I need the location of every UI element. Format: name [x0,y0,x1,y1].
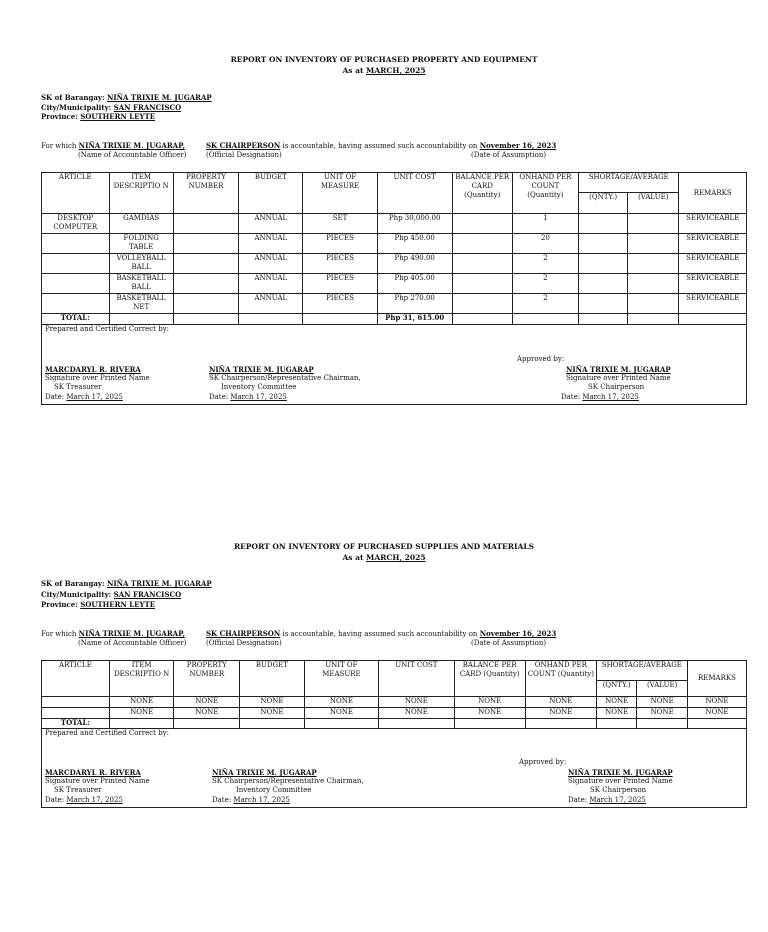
approved-label: Approved by: [517,355,565,363]
cell-property [173,234,238,254]
sk-value: NIÑA TRIXIE M. JUGARAP [106,93,212,102]
header-budget: BUDGET [240,661,305,697]
cell-cost: Php 450.00 [377,234,452,254]
header-value: (VALUE) [637,681,687,697]
cell-unit: PIECES [303,274,377,294]
signer-caption: Signature over Printed Name [45,777,150,786]
signature-treasurer [45,365,150,402]
cell-budget: NONE [240,697,305,708]
province-value: SOUTHERN LEYTE [80,600,156,609]
cell-item: NONE [109,697,174,708]
cell-article [42,274,110,294]
signer-role: SK Chairperson [590,786,647,795]
report2-city-line [41,591,181,600]
table-row [42,234,747,254]
report2-designation-line [206,629,556,638]
header-shortage: SHORTAGE/AVERAGE [596,661,687,681]
cell-cost: Php 490.00 [377,254,452,274]
city-value: SAN FRANCISCO [113,102,182,112]
signer-role: SK Chairperson/Representative Chairman, [209,374,361,383]
designation-caption: (Official Designation) [206,151,282,159]
city-label: City/Municipality: [41,102,112,112]
cell-balance [452,234,512,254]
header-unit-measure: UNIT OF MEASURE [304,661,378,697]
signer-caption: Signature over Printed Name [566,374,671,383]
prepared-label: Prepared and Certified Correct by: [45,729,170,737]
sk-label: SK of Barangay: [41,93,105,102]
signature-committee [212,768,364,805]
approved-label: Approved by: [519,758,567,766]
report2-as-at [0,553,768,562]
signer-caption: Signature over Printed Name [45,374,150,383]
signer-date: Date: March 17, 2025 [212,795,290,804]
signer-name: MARCDARYL R. RIVERA [45,365,141,374]
table-row [42,697,747,708]
cell-item: BASKETBALL NET [109,294,173,314]
cell-cost: NONE [379,697,455,708]
assumption-date: November 16, 2023 [479,141,557,150]
cell-remarks: SERVICEABLE [679,234,747,254]
cell-remarks: SERVICEABLE [679,254,747,274]
cell-budget: ANNUAL [239,294,303,314]
city-value: SAN FRANCISCO [113,589,182,599]
designation-caption: (Official Designation) [206,639,282,647]
header-article: ARTICLE [42,173,110,214]
signer-role: SK Chairperson/Representative Chairman, [212,777,364,786]
cell-unit: NONE [304,697,378,708]
report2-for-which [41,629,185,638]
signer-date: Date: March 17, 2025 [561,392,639,401]
province-label: Province: [41,112,78,121]
total-label: TOTAL: [42,314,110,325]
total-value: Php 31, 615.00 [377,314,452,325]
cell-article [42,294,110,314]
as-at-label: As at [342,553,364,562]
date-caption: (Date of Assumption) [471,639,547,647]
cell-property [173,294,238,314]
cell-cost: NONE [379,708,455,719]
assumption-date: November 16, 2023 [479,629,557,638]
table-row [42,214,747,234]
header-onhand: ONHAND PER COUNT (Quantity) [525,661,596,697]
cell-qnty [579,294,628,314]
cell-budget: NONE [240,708,305,719]
signer-role: SK Treasurer [54,383,102,392]
table-row [42,294,747,314]
cell-cost: Php 30,000.00 [377,214,452,234]
report1-province-line [41,113,155,122]
report2-province-line [41,601,155,610]
cell-property: NONE [174,697,240,708]
cell-value [628,214,679,234]
cell-balance [452,274,512,294]
cell-property [173,274,238,294]
cell-qnty: NONE [596,697,637,708]
designation: SK CHAIRPERSON [206,141,281,150]
total-label: TOTAL: [42,719,110,729]
signer-date: Date: March 17, 2025 [45,392,123,401]
cell-item: BASKETBALL BALL [109,274,173,294]
header-unit-measure: UNIT OF MEASURE [303,173,377,214]
report1-designation-line [206,141,556,150]
cell-balance: NONE [454,697,525,708]
cell-item: NONE [109,708,174,719]
cell-qnty [579,274,628,294]
header-balance: BALANCE PER CARD (Quantity) [454,661,525,697]
cell-budget: ANNUAL [239,274,303,294]
total-row [42,719,747,729]
cell-balance [452,214,512,234]
header-article: ARTICLE [42,661,110,697]
header-unit-cost: UNIT COST [379,661,455,697]
cell-article: DESKTOP COMPUTER [42,214,110,234]
signer-date: Date: March 17, 2025 [209,392,287,401]
header-shortage: SHORTAGE/AVERAGE [579,173,679,193]
as-at-date: MARCH, 2025 [366,553,426,562]
report1-table [41,172,747,325]
header-value: (VALUE) [628,193,679,214]
signer-date: Date: March 17, 2025 [568,795,646,804]
cell-article [42,697,110,708]
cell-budget: ANNUAL [239,214,303,234]
cell-budget: ANNUAL [239,234,303,254]
header-remarks: REMARKS [679,173,747,214]
signer-name: NIÑA TRIXIE M. JUGARAP [568,768,673,777]
cell-value [628,234,679,254]
signature-chairperson [561,365,671,402]
officer-name: NIÑA TRIXIE M. JUGARAP, [78,629,185,638]
cell-value: NONE [637,697,687,708]
province-value: SOUTHERN LEYTE [80,112,156,121]
header-qnty: (QNTY.) [579,193,628,214]
cell-property: NONE [174,708,240,719]
cell-article [42,234,110,254]
cell-cost: Php 405.00 [377,274,452,294]
signer-role: Inventory Committee [236,786,312,795]
for-which-label: For which [41,142,77,150]
report2-title: REPORT ON INVENTORY OF PURCHASED SUPPLIES AND MATERIALS [233,542,535,551]
accountable-text: is accountable, having assumed such accountability on [282,630,478,638]
header-qnty: (QNTY.) [596,681,637,697]
signer-caption: Signature over Printed Name [568,777,673,786]
cell-qnty [579,254,628,274]
cell-remarks: SERVICEABLE [679,294,747,314]
as-at-date: MARCH, 2025 [366,66,426,75]
total-row [42,314,747,325]
signer-name: NIÑA TRIXIE M. JUGARAP [212,768,317,777]
cell-qnty [579,234,628,254]
header-remarks: REMARKS [687,661,746,697]
sk-value: NIÑA TRIXIE M. JUGARAP [106,579,212,588]
cell-property [173,214,238,234]
officer-caption: (Name of Accountable Officer) [78,639,187,647]
header-item-description: ITEM DESCRIPTIO N [109,173,173,214]
header-balance: BALANCE PER CARD (Quantity) [452,173,512,214]
cell-balance: NONE [454,708,525,719]
cell-budget: ANNUAL [239,254,303,274]
cell-unit: PIECES [303,234,377,254]
report1-sk-line [41,94,212,103]
cell-article [42,708,110,719]
header-property-number: PROPERTY NUMBER [173,173,238,214]
header-onhand: ONHAND PER COUNT (Quantity) [512,173,578,214]
signer-role: SK Treasurer [54,786,102,795]
cell-item: VOLLEYBALL BALL [109,254,173,274]
cell-onhand: 2 [512,294,578,314]
signer-date: Date: March 17, 2025 [45,795,123,804]
signature-chairperson [568,768,673,805]
cell-remarks: NONE [687,697,746,708]
cell-value: NONE [637,708,687,719]
signature-committee [209,365,361,402]
signature-treasurer [45,768,150,805]
report1-city-line [41,104,181,113]
cell-value [628,254,679,274]
report1-title: REPORT ON INVENTORY OF PURCHASED PROPERTY AND EQUIPMENT [230,55,538,64]
cell-article [42,254,110,274]
accountable-text: is accountable, having assumed such accountability on [282,142,478,150]
table-row [42,274,747,294]
signer-role: SK Chairperson [588,383,645,392]
cell-remarks: NONE [687,708,746,719]
table-row [42,708,747,719]
cell-property [173,254,238,274]
cell-balance [452,294,512,314]
cell-balance [452,254,512,274]
header-budget: BUDGET [239,173,303,214]
cell-qnty [579,214,628,234]
header-property-number: PROPERTY NUMBER [174,661,240,697]
cell-item: FOLDING TABLE [109,234,173,254]
designation: SK CHAIRPERSON [206,629,281,638]
cell-unit: PIECES [303,294,377,314]
as-at-label: As at [342,66,364,75]
cell-qnty: NONE [596,708,637,719]
cell-onhand: NONE [525,697,596,708]
cell-item: GAMDIAS [109,214,173,234]
cell-onhand: 2 [512,254,578,274]
table-row [42,254,747,274]
cell-cost: Php 270.00 [377,294,452,314]
signer-name: MARCDARYL R. RIVERA [45,768,141,777]
officer-caption: (Name of Accountable Officer) [78,151,187,159]
cell-value [628,294,679,314]
signer-name: NIÑA TRIXIE M. JUGARAP [209,365,314,374]
cell-unit: PIECES [303,254,377,274]
report1-for-which [41,141,185,150]
cell-unit: SET [303,214,377,234]
prepared-label: Prepared and Certified Correct by: [45,325,170,333]
cell-remarks: SERVICEABLE [679,274,747,294]
cell-onhand: 20 [512,234,578,254]
cell-remarks: SERVICEABLE [679,214,747,234]
report1-as-at [0,66,768,75]
date-caption: (Date of Assumption) [471,151,547,159]
report2-sk-line [41,580,212,589]
for-which-label: For which [41,630,77,638]
cell-unit: NONE [304,708,378,719]
province-label: Province: [41,600,78,609]
cell-onhand: 2 [512,274,578,294]
cell-onhand: 1 [512,214,578,234]
signer-role: Inventory Committee [221,383,297,392]
cell-onhand: NONE [525,708,596,719]
officer-name: NIÑA TRIXIE M. JUGARAP, [78,141,185,150]
city-label: City/Municipality: [41,589,112,599]
report2-table [41,660,747,729]
header-item-description: ITEM DESCRIPTIO N [109,661,174,697]
sk-label: SK of Barangay: [41,579,105,588]
header-unit-cost: UNIT COST [377,173,452,214]
signer-name: NIÑA TRIXIE M. JUGARAP [566,365,671,374]
cell-value [628,274,679,294]
